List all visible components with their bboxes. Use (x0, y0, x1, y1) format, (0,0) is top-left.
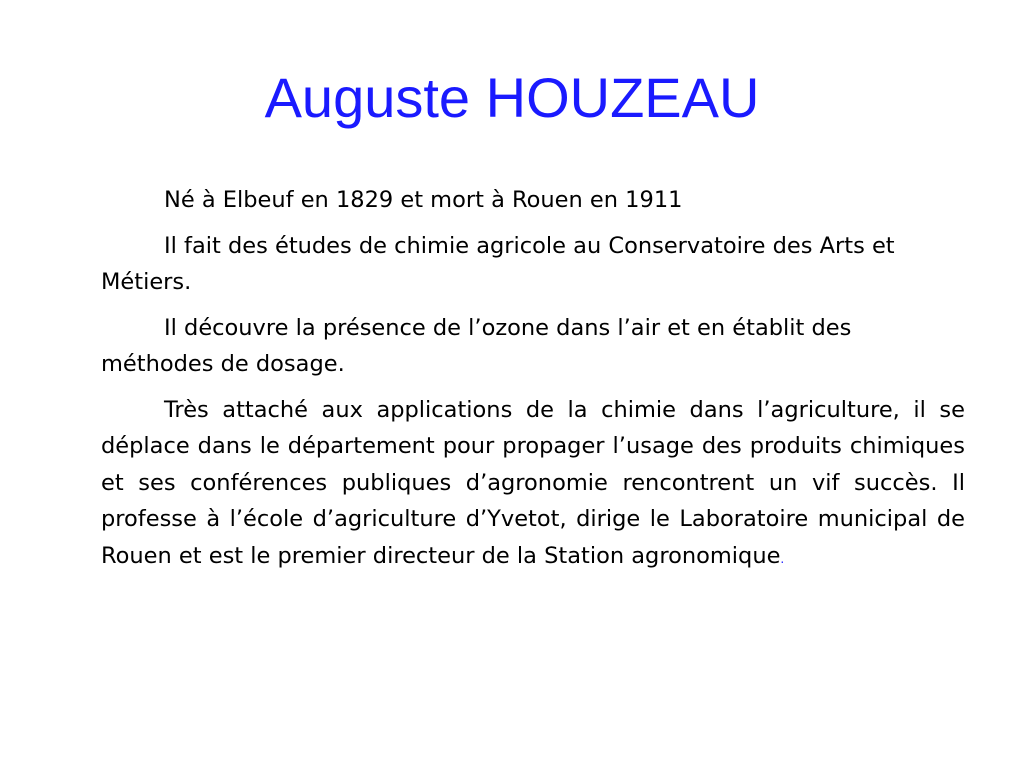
final-period: . (780, 551, 785, 566)
slide-title: Auguste HOUZEAU (264, 66, 760, 129)
paragraph-agriculture-text: Très attaché aux applications de la chimie dans l’agriculture, il se déplace dans le département pour propager l’usage des produits chimiques et ses conférences publiques d’agronomie rencontrent un vif succès. Il professe à l’école d’agriculture d’Yvetot, dirige le Laboratoire municipal de Rouen et est le premier directeur de la Station agronomique (101, 396, 965, 569)
paragraph-agriculture (101, 392, 965, 578)
paragraph-studies: Il fait des études de chimie agricole au Conservatoire des Arts et Métiers. (101, 232, 895, 295)
paragraph-ozone: Il découvre la présence de l’ozone dans l’air et en établit des méthodes de dosage. (101, 314, 852, 377)
paragraph-birth-death: Né à Elbeuf en 1829 et mort à Rouen en 1911 (164, 187, 683, 213)
slide-body (101, 182, 965, 586)
